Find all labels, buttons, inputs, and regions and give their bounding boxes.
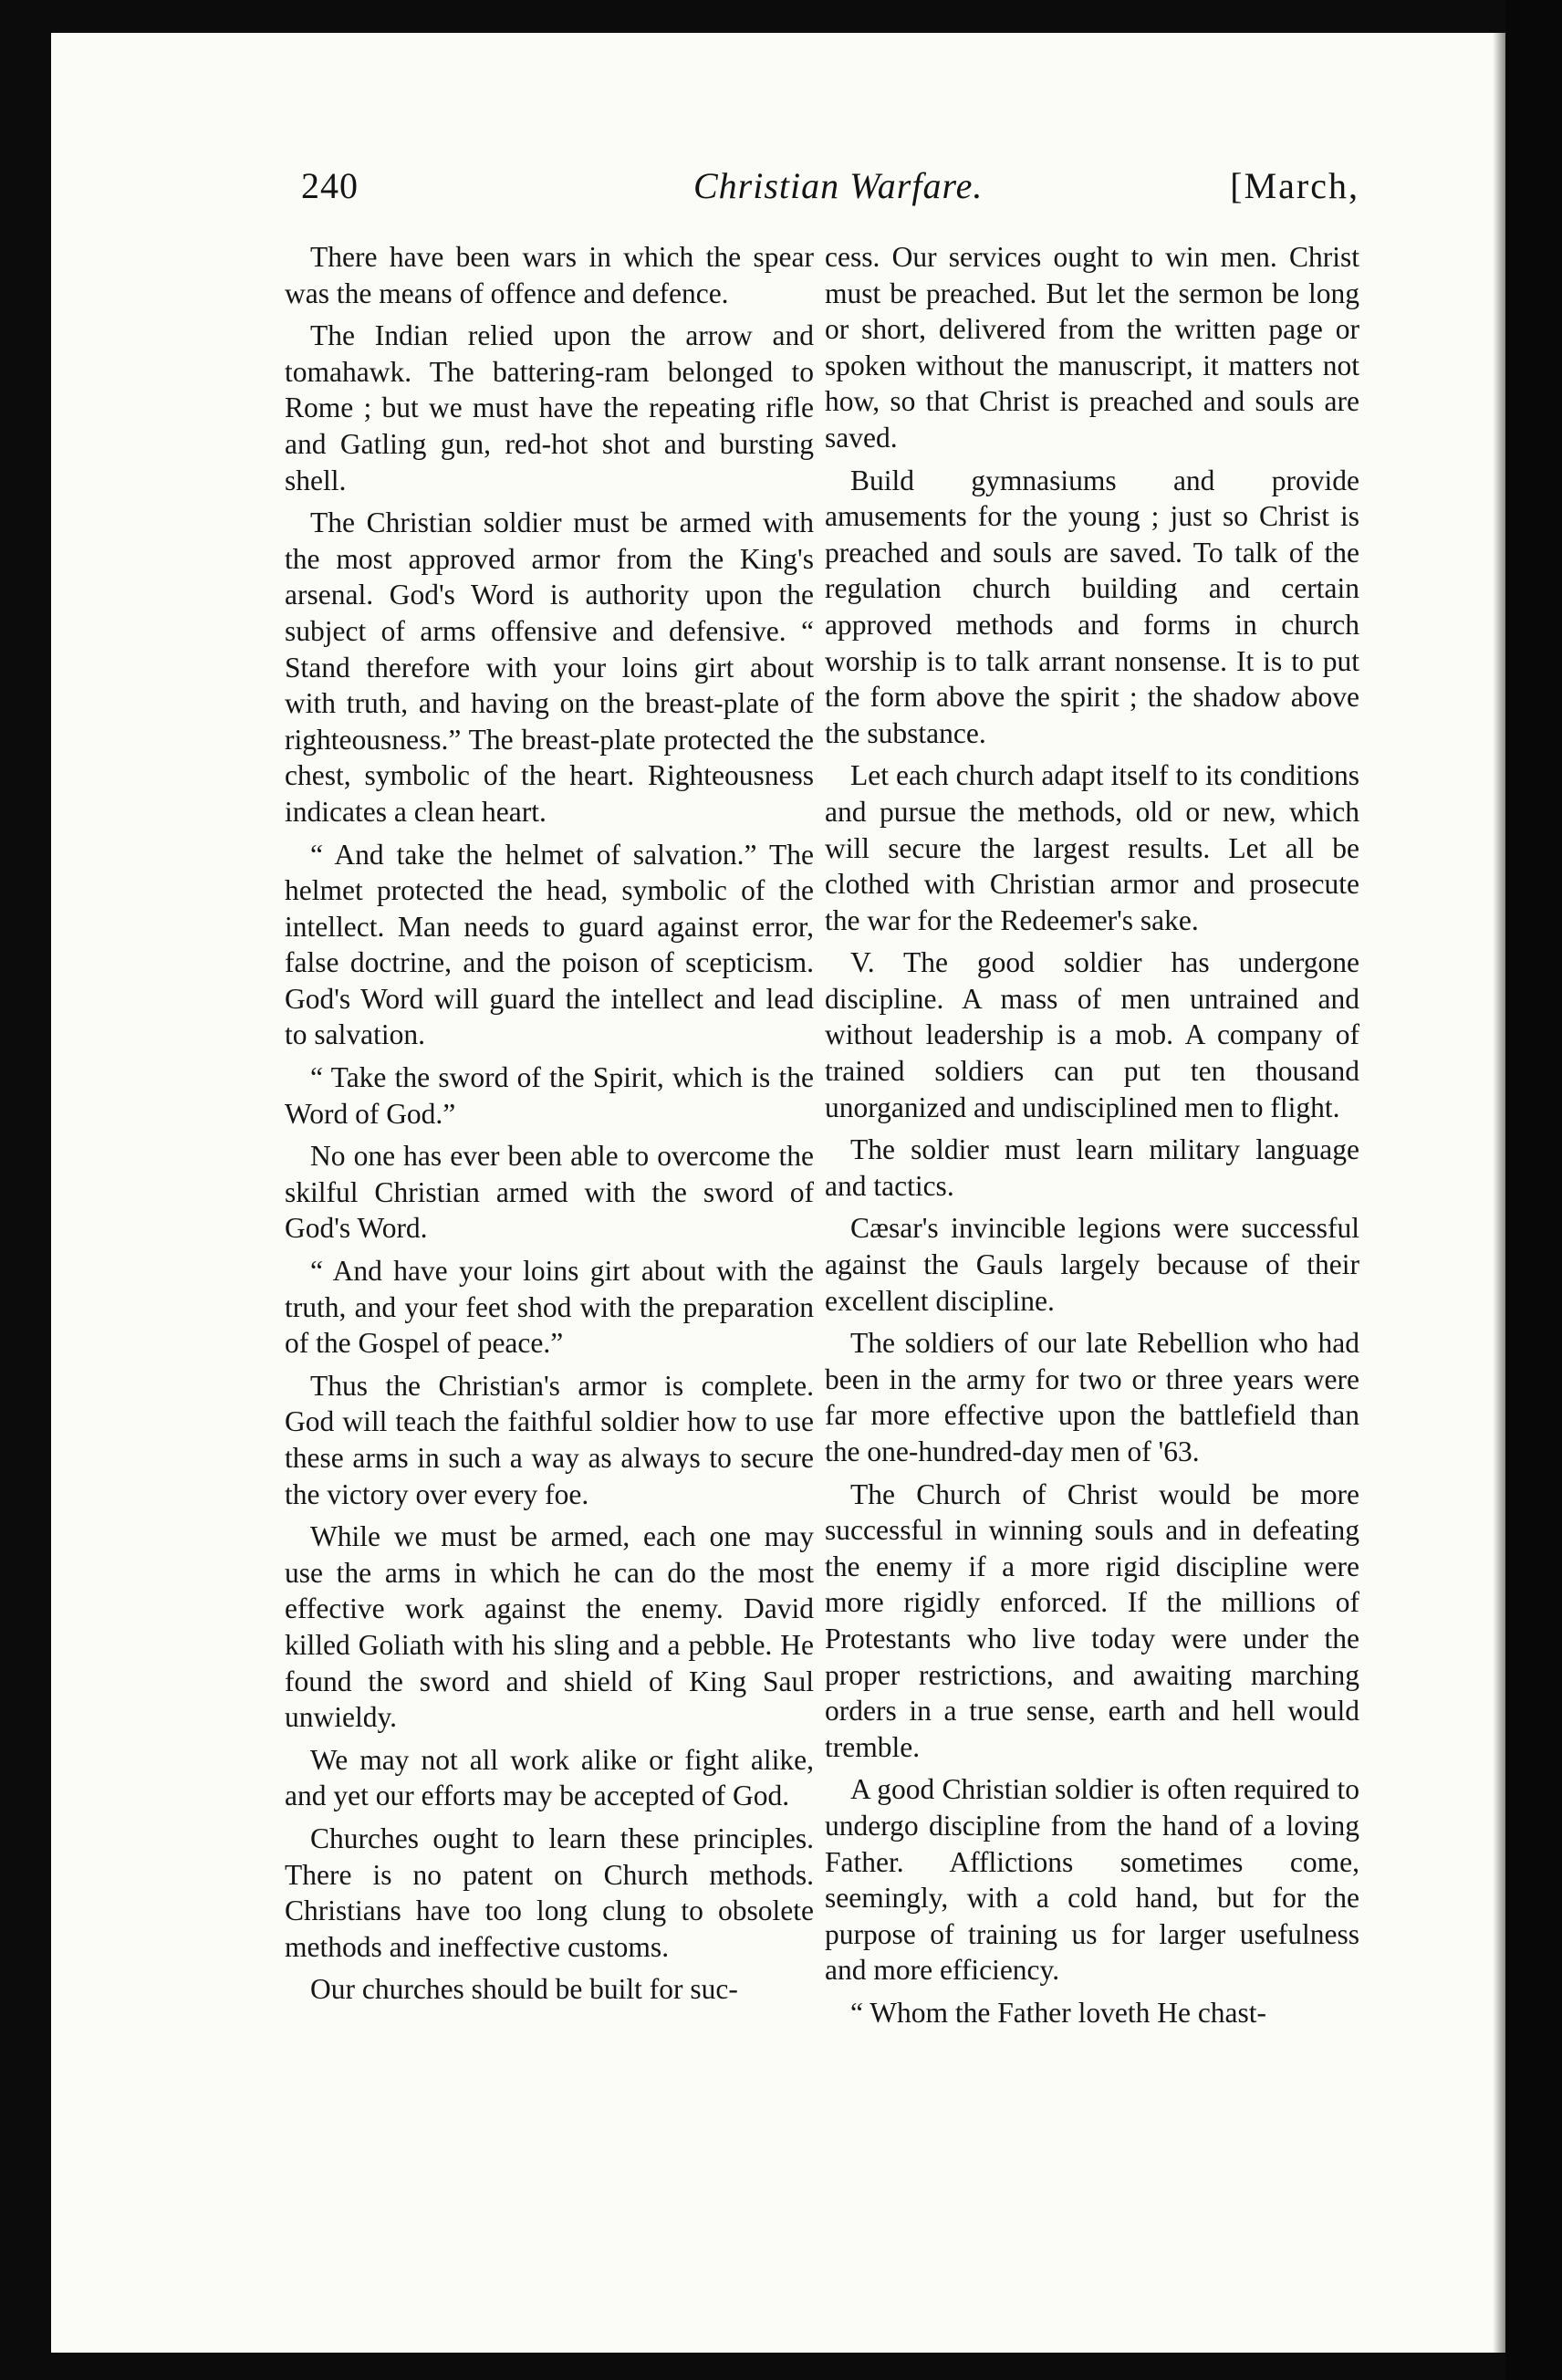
right-column — [825, 239, 1359, 2038]
paragraph: We may not all work alike or fight alike, and yet our efforts may be accepted of God. — [285, 1743, 814, 1812]
page-edge-shadow — [1493, 33, 1505, 2353]
paragraph: The soldiers of our late Rebellion who had been in the army for two or three years were far more effective upon the battlefield than the one-hundred-day men of '63. — [825, 1327, 1359, 1467]
paragraph: The Christian soldier must be armed with the most approved armor from the King's arsenal. God's Word is authority upon the subject of arms offensive and defensive. “ Stand therefore with your loins girt about with truth, and having on the breast-plate of righteousness.” The breast-plate protected the chest, symbolic of the heart. Righteousness indicates a clean heart. — [285, 506, 814, 828]
paragraph: The Indian relied upon the arrow and tomahawk. The battering-ram belonged to Rome ; but we must have the repeating rifle and Gatling gun, red-hot shot and bursting shell. — [285, 319, 814, 496]
paragraph: Our churches should be built for suc- — [310, 1973, 738, 2006]
paragraph: Thus the Christian's armor is complete. God will teach the faithful soldier how to use these arms in such a way as always to secure the victory over every foe. — [285, 1369, 814, 1510]
left-column — [285, 239, 814, 2014]
paragraph: The soldier must learn military language and tactics. — [825, 1133, 1359, 1202]
running-month: [March, — [1230, 165, 1359, 206]
paragraph: Let each church adapt itself to its conditions and pursue the methods, old or new, which will secure the largest results. Let all be clothed with Christian armor and prosecute the war for the Redeemer's sake. — [825, 759, 1359, 936]
paragraph: Build gymnasiums and provide amusements for the young ; just so Christ is preached and souls are saved. To talk of the regulation church building and certain approved methods and forms in church worship is to talk arrant nonsense. It is to put the form above the spirit ; the shadow above the substance. — [825, 464, 1359, 749]
scan-border — [1505, 0, 1562, 2380]
running-header — [301, 161, 1359, 224]
running-title: Christian Warfare. — [693, 165, 984, 206]
paragraph: While we must be armed, each one may use the arms in which he can do the most effective work against the enemy. David killed Goliath with his sling and a pebble. He found the sword and shield of King Saul unwieldy. — [285, 1520, 814, 1734]
paragraph: “ And have your loins girt about with the truth, and your feet shod with the preparation of the Gospel of peace.” — [285, 1255, 814, 1360]
paragraph: There have been wars in which the spear was the means of offence and defence. — [285, 241, 814, 309]
paragraph: Churches ought to learn these principles. There is no patent on Church methods. Christians have too long clung to obsolete methods and ineffective customs. — [285, 1822, 814, 1963]
paragraph: No one has ever been able to overcome the skilful Christian armed with the sword of God's Word. — [285, 1140, 814, 1245]
paragraph: “ Whom the Father loveth He chast- — [850, 1996, 1267, 2029]
page-number: 240 — [301, 165, 359, 206]
paragraph: “ Take the sword of the Spirit, which is the Word of God.” — [285, 1061, 814, 1130]
paragraph: “ And take the helmet of salvation.” The helmet protected the head, symbolic of the intellect. Man needs to guard against error, false doctrine, and the poison of scepticism. God's Word will guard the intellect and lead to salvation. — [285, 838, 814, 1051]
paragraph: The Church of Christ would be more successful in winning souls and in defeating the enemy if a more rigid discipline were more rigidly enforced. If the millions of Protestants who live today were under the proper restrictions, and awaiting marching orders in a true sense, earth and hell would tremble. — [825, 1477, 1359, 1763]
paragraph: Cæsar's invincible legions were successful against the Gauls largely because of their excellent discipline. — [825, 1212, 1359, 1317]
paragraph: V. The good soldier has undergone discipline. A mass of men untrained and without leadership is a mob. A company of trained soldiers can put ten thousand unorganized and undisciplined men to flight. — [825, 946, 1359, 1123]
paragraph: A good Christian soldier is often required to undergo discipline from the hand of a loving Father. Afflictions sometimes come, seemingly, with a cold hand, but for the purpose of training us for larger usefulness and more efficiency. — [825, 1773, 1359, 1987]
paragraph-continuation: cess. Our services ought to win men. Christ must be preached. But let the sermon be long or short, delivered from the written page or spoken without the manuscript, it matters not how, so that Christ is preached and souls are saved. — [825, 241, 1359, 454]
